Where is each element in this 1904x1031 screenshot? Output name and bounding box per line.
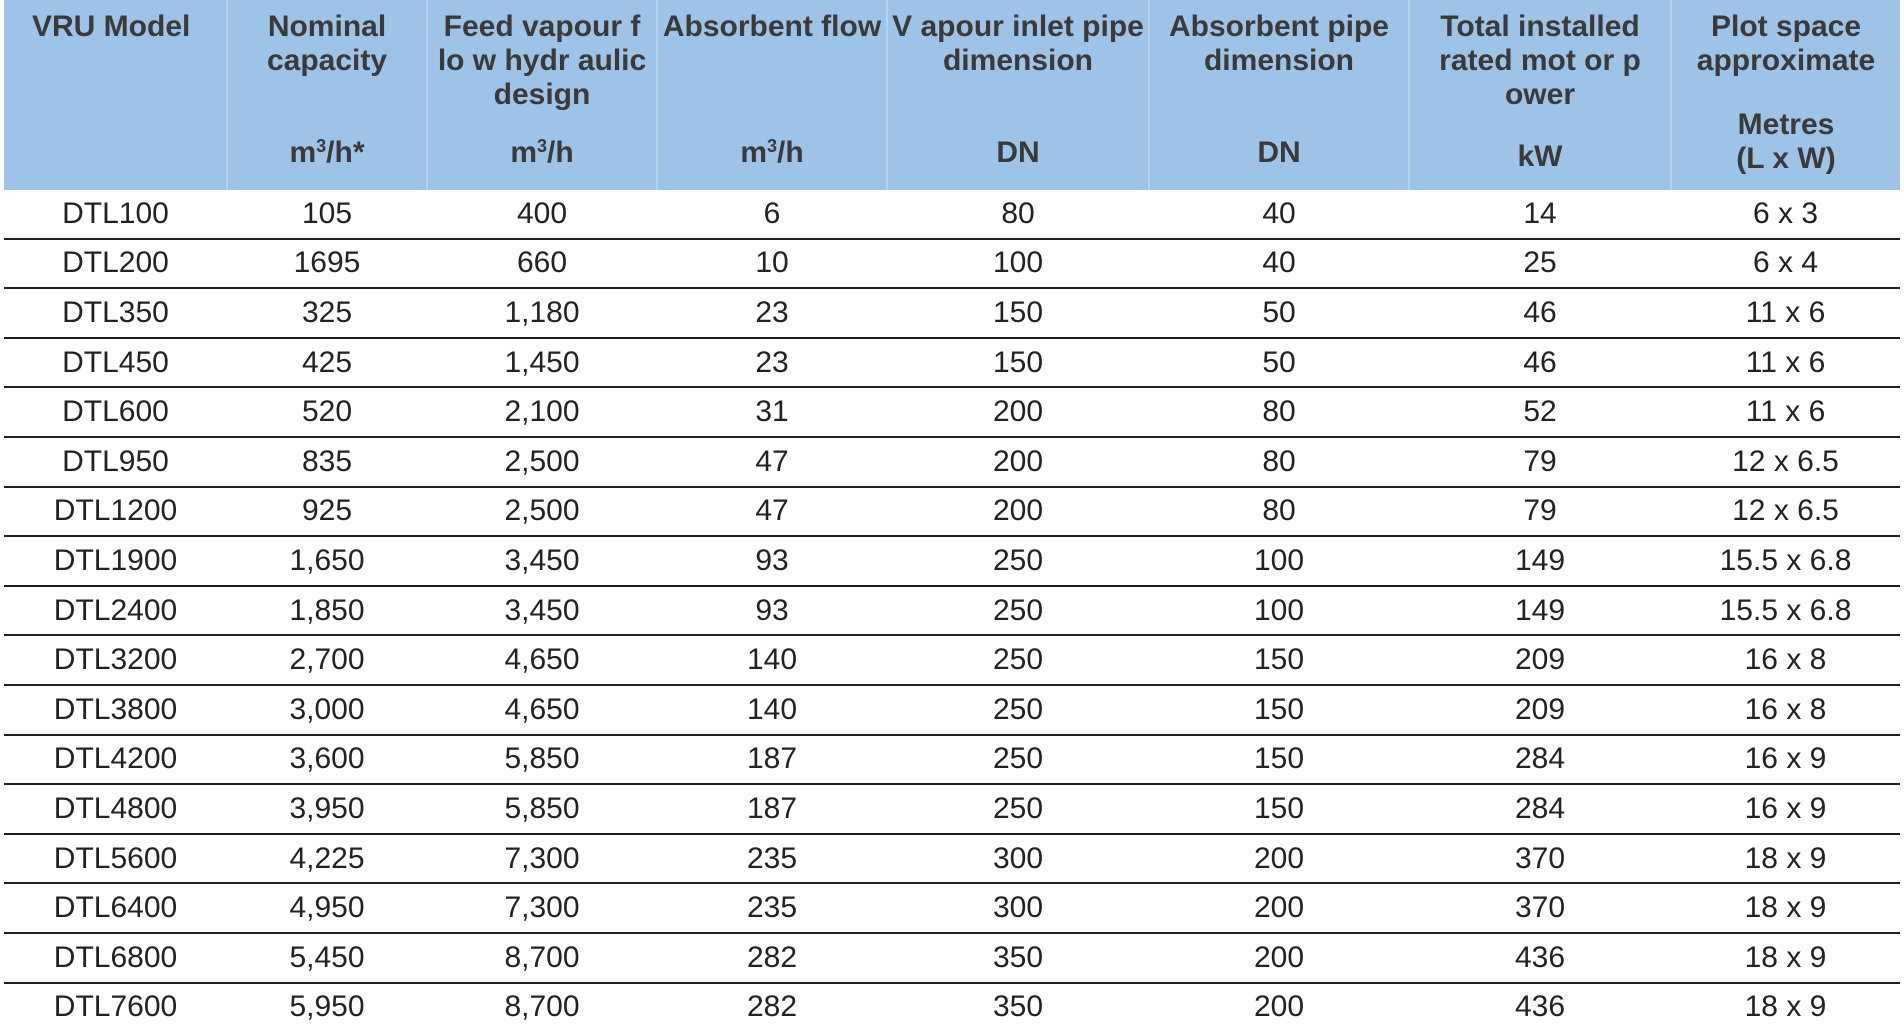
- header-vru-model: [4, 0, 227, 190]
- table-row: [4, 883, 1900, 933]
- header-feed-vapour-flow: [427, 0, 657, 190]
- cell-nominal-capacity: 2,700: [227, 635, 427, 685]
- table-row: [4, 338, 1900, 388]
- cell-absorbent-flow: 235: [657, 834, 887, 884]
- cell-plot-space: 11 x 6: [1671, 387, 1900, 437]
- unit-base: m: [289, 136, 316, 169]
- header-absorbent-flow: [657, 0, 887, 190]
- cell-plot-space: 18 x 9: [1671, 983, 1900, 1031]
- cell-vapour-inlet-dn: 250: [887, 735, 1149, 785]
- cell-absorbent-flow: 31: [657, 387, 887, 437]
- cell-vru-model: DTL6800: [4, 933, 227, 983]
- cell-motor-power: 436: [1409, 933, 1671, 983]
- table-row: [4, 586, 1900, 636]
- cell-absorbent-flow: 140: [657, 635, 887, 685]
- cell-feed-vapour-flow: 400: [427, 190, 657, 239]
- cell-vapour-inlet-dn: 300: [887, 883, 1149, 933]
- unit-superscript: 3: [316, 136, 326, 156]
- unit-base: m: [740, 136, 767, 169]
- cell-feed-vapour-flow: 3,450: [427, 536, 657, 586]
- header-vapour-inlet-pipe: [887, 0, 1149, 190]
- cell-nominal-capacity: 3,950: [227, 784, 427, 834]
- header-vru-model-title: VRU Model: [32, 10, 222, 44]
- header-nominal-capacity: [227, 0, 427, 190]
- cell-plot-space: 11 x 6: [1671, 338, 1900, 388]
- table-row: [4, 983, 1900, 1031]
- cell-nominal-capacity: 925: [227, 487, 427, 537]
- cell-absorbent-flow: 10: [657, 239, 887, 289]
- cell-feed-vapour-flow: 5,850: [427, 735, 657, 785]
- cell-nominal-capacity: 3,000: [227, 685, 427, 735]
- cell-motor-power: 14: [1409, 190, 1671, 239]
- cell-feed-vapour-flow: 8,700: [427, 933, 657, 983]
- cell-motor-power: 25: [1409, 239, 1671, 289]
- cell-feed-vapour-flow: 2,500: [427, 437, 657, 487]
- cell-vapour-inlet-dn: 350: [887, 933, 1149, 983]
- unit-base: m: [510, 136, 537, 169]
- cell-plot-space: 16 x 9: [1671, 784, 1900, 834]
- cell-vru-model: DTL6400: [4, 883, 227, 933]
- cell-vru-model: DTL3200: [4, 635, 227, 685]
- cell-vapour-inlet-dn: 250: [887, 685, 1149, 735]
- cell-motor-power: 46: [1409, 288, 1671, 338]
- cell-plot-space: 12 x 6.5: [1671, 487, 1900, 537]
- cell-plot-space: 6 x 4: [1671, 239, 1900, 289]
- table-row: [4, 635, 1900, 685]
- cell-absorbent-pipe-dn: 80: [1149, 487, 1409, 537]
- cell-motor-power: 284: [1409, 735, 1671, 785]
- header-row: [4, 0, 1900, 190]
- cell-vapour-inlet-dn: 350: [887, 983, 1149, 1031]
- cell-vapour-inlet-dn: 200: [887, 437, 1149, 487]
- cell-absorbent-flow: 187: [657, 784, 887, 834]
- cell-vru-model: DTL4200: [4, 735, 227, 785]
- table-row: [4, 834, 1900, 884]
- cell-feed-vapour-flow: 5,850: [427, 784, 657, 834]
- table-row: [4, 190, 1900, 239]
- cell-absorbent-flow: 187: [657, 735, 887, 785]
- cell-motor-power: 79: [1409, 437, 1671, 487]
- cell-feed-vapour-flow: 4,650: [427, 635, 657, 685]
- plot-unit-line-2: (L x W): [1676, 142, 1896, 176]
- cell-vapour-inlet-dn: 200: [887, 387, 1149, 437]
- vru-spec-table-container: [4, 0, 1900, 1031]
- header-motor-power-title: Total installed rated mot or p ower: [1414, 10, 1666, 112]
- cell-vapour-inlet-dn: 250: [887, 536, 1149, 586]
- table-row: [4, 933, 1900, 983]
- header-nominal-capacity-title: Nominal capacity: [232, 10, 422, 78]
- cell-plot-space: 11 x 6: [1671, 288, 1900, 338]
- cell-vru-model: DTL3800: [4, 685, 227, 735]
- cell-absorbent-pipe-dn: 40: [1149, 190, 1409, 239]
- cell-absorbent-flow: 93: [657, 586, 887, 636]
- cell-nominal-capacity: 1,850: [227, 586, 427, 636]
- unit-rest: /h*: [326, 136, 364, 169]
- cell-vru-model: DTL7600: [4, 983, 227, 1031]
- cell-absorbent-pipe-dn: 80: [1149, 437, 1409, 487]
- cell-absorbent-flow: 282: [657, 933, 887, 983]
- cell-absorbent-flow: 23: [657, 338, 887, 388]
- cell-vru-model: DTL4800: [4, 784, 227, 834]
- cell-vru-model: DTL100: [4, 190, 227, 239]
- unit-superscript: 3: [537, 136, 547, 156]
- cell-absorbent-pipe-dn: 200: [1149, 883, 1409, 933]
- header-vapour-inlet-pipe-title: V apour inlet pipe dimension: [892, 10, 1144, 78]
- cell-nominal-capacity: 520: [227, 387, 427, 437]
- cell-feed-vapour-flow: 7,300: [427, 883, 657, 933]
- cell-absorbent-pipe-dn: 200: [1149, 933, 1409, 983]
- cell-absorbent-pipe-dn: 200: [1149, 834, 1409, 884]
- cell-absorbent-pipe-dn: 80: [1149, 387, 1409, 437]
- cell-feed-vapour-flow: 4,650: [427, 685, 657, 735]
- cell-absorbent-flow: 47: [657, 487, 887, 537]
- cell-absorbent-flow: 235: [657, 883, 887, 933]
- table-header: [4, 0, 1900, 190]
- cell-absorbent-pipe-dn: 50: [1149, 288, 1409, 338]
- cell-feed-vapour-flow: 1,180: [427, 288, 657, 338]
- cell-nominal-capacity: 425: [227, 338, 427, 388]
- cell-vapour-inlet-dn: 150: [887, 288, 1149, 338]
- vru-spec-table: [4, 0, 1900, 1031]
- cell-feed-vapour-flow: 660: [427, 239, 657, 289]
- cell-plot-space: 6 x 3: [1671, 190, 1900, 239]
- cell-nominal-capacity: 1,650: [227, 536, 427, 586]
- table-row: [4, 239, 1900, 289]
- cell-absorbent-pipe-dn: 150: [1149, 735, 1409, 785]
- cell-nominal-capacity: 4,950: [227, 883, 427, 933]
- cell-nominal-capacity: 1695: [227, 239, 427, 289]
- cell-vapour-inlet-dn: 250: [887, 586, 1149, 636]
- table-row: [4, 784, 1900, 834]
- cell-motor-power: 284: [1409, 784, 1671, 834]
- header-plot-space-title: Plot space approximate: [1676, 10, 1896, 78]
- cell-plot-space: 16 x 8: [1671, 635, 1900, 685]
- cell-motor-power: 46: [1409, 338, 1671, 388]
- cell-vapour-inlet-dn: 300: [887, 834, 1149, 884]
- table-row: [4, 685, 1900, 735]
- cell-vapour-inlet-dn: 100: [887, 239, 1149, 289]
- cell-plot-space: 16 x 8: [1671, 685, 1900, 735]
- cell-plot-space: 18 x 9: [1671, 834, 1900, 884]
- cell-absorbent-pipe-dn: 150: [1149, 784, 1409, 834]
- cell-motor-power: 52: [1409, 387, 1671, 437]
- cell-feed-vapour-flow: 1,450: [427, 338, 657, 388]
- cell-vru-model: DTL1200: [4, 487, 227, 537]
- cell-motor-power: 149: [1409, 536, 1671, 586]
- cell-vapour-inlet-dn: 150: [887, 338, 1149, 388]
- header-absorbent-flow-title: Absorbent flow: [662, 10, 882, 44]
- table-row: [4, 536, 1900, 586]
- cell-motor-power: 370: [1409, 834, 1671, 884]
- table-body: [4, 190, 1900, 1031]
- table-row: [4, 437, 1900, 487]
- header-nominal-capacity-unit: [232, 136, 422, 170]
- cell-feed-vapour-flow: 8,700: [427, 983, 657, 1031]
- cell-feed-vapour-flow: 3,450: [427, 586, 657, 636]
- cell-absorbent-flow: 6: [657, 190, 887, 239]
- cell-plot-space: 12 x 6.5: [1671, 437, 1900, 487]
- cell-vru-model: DTL200: [4, 239, 227, 289]
- cell-vapour-inlet-dn: 250: [887, 784, 1149, 834]
- table-row: [4, 735, 1900, 785]
- header-feed-vapour-flow-title: Feed vapour f lo w hydr aulic design: [432, 10, 652, 112]
- table-row: [4, 487, 1900, 537]
- cell-vru-model: DTL950: [4, 437, 227, 487]
- cell-plot-space: 15.5 x 6.8: [1671, 586, 1900, 636]
- header-absorbent-flow-unit: [662, 136, 882, 170]
- cell-vapour-inlet-dn: 250: [887, 635, 1149, 685]
- cell-absorbent-flow: 47: [657, 437, 887, 487]
- cell-nominal-capacity: 4,225: [227, 834, 427, 884]
- cell-nominal-capacity: 5,450: [227, 933, 427, 983]
- cell-vapour-inlet-dn: 200: [887, 487, 1149, 537]
- unit-rest: /h: [777, 136, 804, 169]
- header-absorbent-pipe-title: Absorbent pipe dimension: [1154, 10, 1404, 78]
- cell-absorbent-pipe-dn: 100: [1149, 536, 1409, 586]
- cell-plot-space: 18 x 9: [1671, 883, 1900, 933]
- header-feed-vapour-flow-unit: [432, 136, 652, 170]
- cell-absorbent-pipe-dn: 100: [1149, 586, 1409, 636]
- cell-nominal-capacity: 3,600: [227, 735, 427, 785]
- cell-plot-space: 18 x 9: [1671, 933, 1900, 983]
- cell-vru-model: DTL450: [4, 338, 227, 388]
- cell-absorbent-flow: 282: [657, 983, 887, 1031]
- header-motor-power: [1409, 0, 1671, 190]
- cell-motor-power: 209: [1409, 685, 1671, 735]
- header-absorbent-pipe: [1149, 0, 1409, 190]
- cell-vapour-inlet-dn: 80: [887, 190, 1149, 239]
- header-absorbent-pipe-unit: DN: [1154, 136, 1404, 170]
- cell-absorbent-pipe-dn: 200: [1149, 983, 1409, 1031]
- cell-feed-vapour-flow: 7,300: [427, 834, 657, 884]
- cell-absorbent-pipe-dn: 40: [1149, 239, 1409, 289]
- cell-vru-model: DTL600: [4, 387, 227, 437]
- header-plot-space: [1671, 0, 1900, 190]
- cell-motor-power: 209: [1409, 635, 1671, 685]
- cell-motor-power: 79: [1409, 487, 1671, 537]
- header-motor-power-unit: kW: [1414, 140, 1666, 174]
- cell-absorbent-pipe-dn: 150: [1149, 685, 1409, 735]
- header-vapour-inlet-pipe-unit: DN: [892, 136, 1144, 170]
- cell-nominal-capacity: 325: [227, 288, 427, 338]
- cell-absorbent-flow: 140: [657, 685, 887, 735]
- cell-absorbent-flow: 93: [657, 536, 887, 586]
- cell-absorbent-pipe-dn: 150: [1149, 635, 1409, 685]
- plot-unit-line-1: Metres: [1676, 108, 1896, 142]
- cell-feed-vapour-flow: 2,100: [427, 387, 657, 437]
- unit-superscript: 3: [767, 136, 777, 156]
- cell-motor-power: 436: [1409, 983, 1671, 1031]
- cell-nominal-capacity: 105: [227, 190, 427, 239]
- cell-feed-vapour-flow: 2,500: [427, 487, 657, 537]
- table-row: [4, 387, 1900, 437]
- cell-motor-power: 370: [1409, 883, 1671, 933]
- cell-motor-power: 149: [1409, 586, 1671, 636]
- table-row: [4, 288, 1900, 338]
- cell-absorbent-pipe-dn: 50: [1149, 338, 1409, 388]
- unit-rest: /h: [547, 136, 574, 169]
- cell-vru-model: DTL350: [4, 288, 227, 338]
- cell-plot-space: 15.5 x 6.8: [1671, 536, 1900, 586]
- cell-vru-model: DTL1900: [4, 536, 227, 586]
- cell-plot-space: 16 x 9: [1671, 735, 1900, 785]
- cell-vru-model: DTL2400: [4, 586, 227, 636]
- cell-nominal-capacity: 835: [227, 437, 427, 487]
- cell-absorbent-flow: 23: [657, 288, 887, 338]
- cell-vru-model: DTL5600: [4, 834, 227, 884]
- cell-nominal-capacity: 5,950: [227, 983, 427, 1031]
- header-plot-space-unit: [1676, 108, 1896, 176]
